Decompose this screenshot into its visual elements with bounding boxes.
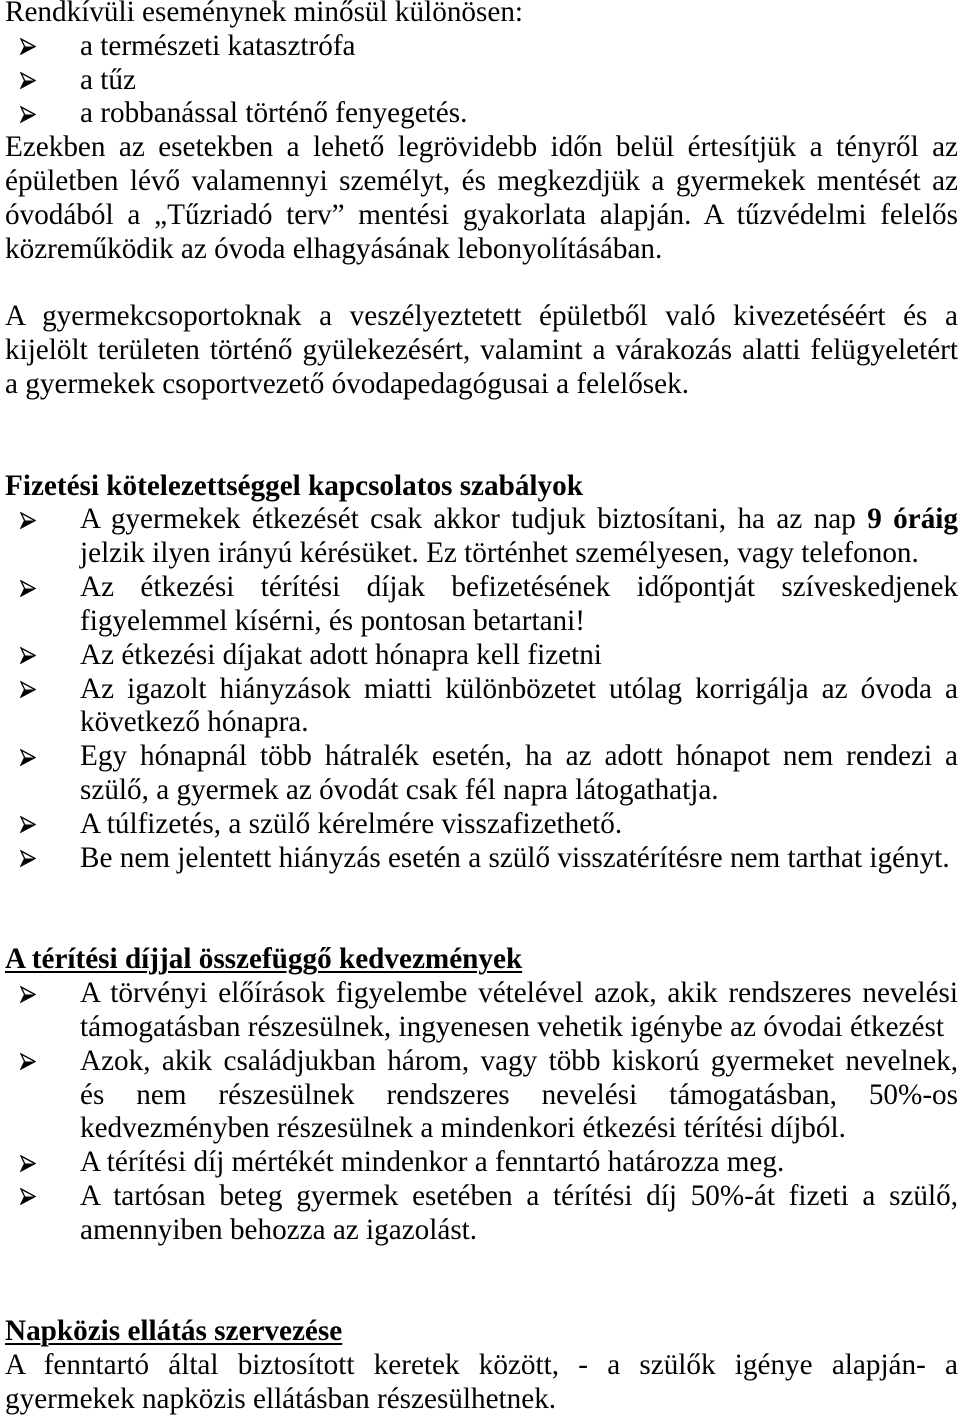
spacer [5, 402, 958, 470]
list-item-continuation: kedvezményben részesülnek a mindenkori étkezési térítési díjból. [80, 1112, 846, 1145]
paragraph-line: épületben lévő valamennyi személyt, és megkezdjük a gyermekek mentését az [5, 165, 958, 198]
event-text: a természeti katasztrófa [80, 29, 356, 62]
spacer [5, 876, 958, 944]
list-item [5, 740, 958, 774]
list-item-text: A térítési díj mértékét mindenkor a fenntartó határozza meg. [80, 1146, 785, 1179]
list-item [5, 1146, 958, 1180]
discounts-section [5, 943, 958, 1247]
section-heading-text: Napközis ellátás szervezése [5, 1315, 343, 1348]
section-heading: Fizetési kötelezettséggel kapcsolatos szabályok [5, 469, 583, 502]
list-item [5, 808, 958, 842]
list-item-continuation: támogatásban részesülnek, ingyenesen vehetik igénybe az óvodai étkezést [80, 1010, 944, 1043]
arrow-bullet-icon [20, 1053, 36, 1070]
list-item-text: Az étkezési díjakat adott hónapra kell fizetni [80, 638, 602, 671]
spacer [5, 1248, 958, 1316]
list-item-text: A tartósan beteg gyermek esetében a térítési díj 50%-át fizeti a szülő, [80, 1179, 958, 1212]
arrow-bullet-icon [20, 986, 36, 1003]
daycare-section [5, 1315, 958, 1416]
paragraph-line: A gyermekcsoportoknak a veszélyeztetett épületből való kivezetéséért és a [5, 300, 958, 333]
arrow-bullet-icon [20, 512, 36, 529]
list-item [5, 503, 958, 537]
list-item-text: Be nem jelentett hiányzás esetén a szülő visszatérítésre nem tarthat igényt. [80, 841, 950, 874]
list-item-text: Az étkezési térítési díjak befizetésének időpontját szíveskedjenek [80, 571, 958, 604]
responsibility-paragraph [5, 300, 958, 401]
section-heading [5, 943, 958, 977]
list-item-continuation: és nem részesülnek rendszeres nevelési támogatásban, 50%-os [80, 1078, 958, 1111]
emergency-section [5, 0, 958, 402]
arrow-bullet-icon [20, 580, 36, 597]
arrow-bullet-icon [20, 1188, 36, 1205]
list-item [5, 1180, 958, 1214]
event-item [5, 64, 958, 98]
paragraph-line: A fenntartó által biztosított keretek között, - a szülők igénye alapján- a [5, 1349, 958, 1382]
arrow-bullet-icon [20, 38, 36, 55]
payment-rules-section [5, 470, 958, 876]
paragraph-line: gyermekek napközis ellátásban részesülhetnek. [5, 1382, 557, 1415]
list-item-continuation: figyelemmel kísérni, és pontosan betartani! [80, 604, 585, 637]
document-page [5, 0, 958, 1417]
arrow-bullet-icon [20, 850, 36, 867]
notice-paragraph [5, 131, 958, 266]
list-item-text: Egy hónapnál több hátralék esetén, ha az adott hónapot nem rendezi a [80, 740, 958, 773]
spacer [5, 267, 958, 301]
arrow-bullet-icon [20, 72, 36, 89]
list-item-text: A gyermekek étkezését csak akkor tudjuk biztosítani, ha az nap [80, 503, 856, 536]
list-item [5, 571, 958, 605]
arrow-bullet-icon [20, 749, 36, 766]
section-heading [5, 1315, 958, 1349]
event-item [5, 30, 958, 64]
list-item-continuation: amennyiben behozza az igazolást. [80, 1213, 478, 1246]
paragraph-line: Ezekben az esetekben a lehető legrövidebb időn belül értesítjük a tényről az [5, 131, 958, 164]
paragraph-line: óvodából a „Tűzriadó terv” mentési gyakorlata alapján. A tűzvédelmi felelős [5, 198, 958, 231]
list-item-text: Az igazolt hiányzások miatti különbözetet utólag korrigálja az óvoda a [80, 672, 958, 705]
arrow-bullet-icon [20, 1155, 36, 1172]
deadline-emphasis: 9 óráig [867, 503, 958, 536]
event-text: a tűz [80, 63, 136, 96]
arrow-bullet-icon [20, 647, 36, 664]
paragraph-line: közreműködik az óvoda elhagyásának lebonyolításában. [5, 232, 663, 265]
list-item-continuation: szülő, a gyermek az óvodát csak fél napra látogathatja. [80, 774, 719, 807]
list-item [5, 673, 958, 707]
list-item-text: Azok, akik családjukban három, vagy több kiskorú gyermeket nevelnek, [80, 1044, 958, 1077]
list-item-continuation: következő hónapra. [80, 706, 309, 739]
list-item [5, 639, 958, 673]
arrow-bullet-icon [20, 106, 36, 123]
emergency-intro: Rendkívüli eseménynek minősül különösen: [5, 0, 524, 28]
list-item [5, 977, 958, 1011]
list-item [5, 842, 958, 876]
arrow-bullet-icon [20, 681, 36, 698]
list-item [5, 1045, 958, 1079]
list-item-continuation: jelzik ilyen irányú kérésüket. Ez történhet személyesen, vagy telefonon. [80, 537, 919, 570]
paragraph-line: a gyermekek csoportvezető óvodapedagógusai a felelősek. [5, 368, 690, 401]
section-heading-text: A térítési díjjal összefüggő kedvezmények [5, 943, 523, 976]
arrow-bullet-icon [20, 816, 36, 833]
event-item [5, 97, 958, 131]
paragraph-line: kijelölt területen történő gyülekezésért, valamint a várakozás alatti felügyeletért [5, 334, 958, 367]
list-item-text: A törvényi előírások figyelembe vételével azok, akik rendszeres nevelési [80, 977, 958, 1010]
event-text: a robbanással történő fenyegetés. [80, 97, 468, 130]
list-item-text: A túlfizetés, a szülő kérelmére visszafizethető. [80, 807, 623, 840]
